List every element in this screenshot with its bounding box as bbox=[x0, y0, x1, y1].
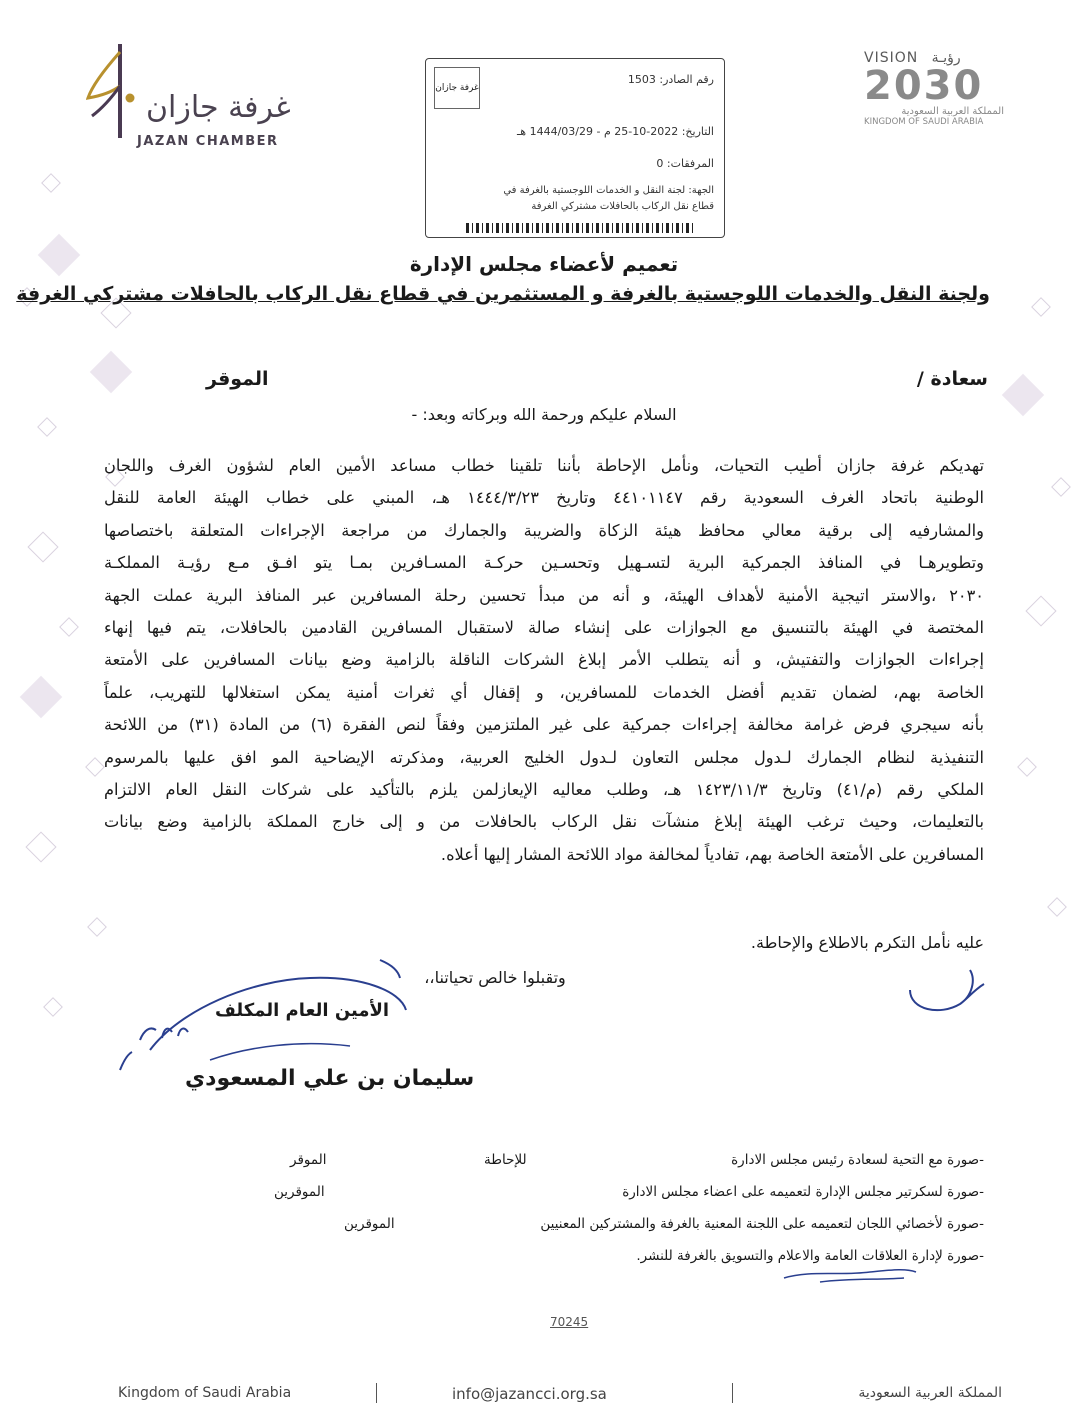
chamber-name-ar: غرفة جازان bbox=[146, 90, 291, 125]
stamp-logo: غرفة جازان bbox=[434, 67, 480, 109]
jazan-logo-icon bbox=[86, 40, 136, 150]
vision-year: 2030 bbox=[864, 63, 984, 109]
footer-country-en: Kingdom of Saudi Arabia bbox=[118, 1385, 292, 1401]
closing-request: عليه نأمل التكرم بالاطلاع والإحاطة. bbox=[750, 933, 984, 952]
copy-line: -صورة لسكرتير مجلس الإدارة لتعميمه على اعضاء مجلس الادارة bbox=[622, 1184, 984, 1200]
signatory-title: الأمين العام المكلف bbox=[215, 1000, 390, 1021]
copy-suffix: الموقرين bbox=[274, 1184, 325, 1200]
copy-line: -صورة لأخصائي اللجان لتعميمه على اللجنة المعنية بالغرفة والمشتركين المعنيين bbox=[540, 1216, 984, 1232]
page-number: 70245 bbox=[550, 1315, 589, 1329]
body-line: الوطنية باتحاد الغرف السعودية رقم ٤٤١٠١١٤٧ وتاريخ ١٤٤٤/٣/٢٣ هـ، المبني على خطاب الهيئة العامة للنقل bbox=[104, 488, 984, 508]
greeting: السلام عليكم ورحمة الله وبركاته وبعد: - bbox=[411, 405, 677, 424]
jazan-chamber-logo bbox=[86, 40, 306, 160]
stamp-date: التاريخ: 2022-10-25 م - 1444/03/29 هـ bbox=[517, 125, 714, 138]
copy-suffix: الموقر bbox=[290, 1152, 327, 1168]
stamp-number: رقم الصادر: 1503 bbox=[627, 73, 714, 86]
body-line: المختصة في الهيئة بالتنسيق مع الجوازات على إنشاء صالة لاستقبال المسافرين القادمين بالحافلات، يتم فيها إنهاء bbox=[104, 618, 984, 638]
vision-label-en: VISION bbox=[864, 50, 919, 66]
body-line: إجراءات الجوازات والتفتيش، و أنه يتطلب الأمر إبلاغ الشركات الناقلة بالزامية وضع بيانات المسافرين على الأمتعة bbox=[104, 650, 984, 670]
footer-email[interactable]: info@jazancci.org.sa bbox=[452, 1385, 607, 1403]
circular-subtitle: ولجنة النقل والخدمات اللوجستية بالغرفة و المستثمرين في قطاع نقل الركاب بالحافلات مشتركي الغرفة bbox=[16, 283, 990, 305]
stamp-attachments: المرفقات: 0 bbox=[656, 157, 714, 170]
vision-kingdom-ar: المملكة العربية السعودية bbox=[901, 106, 1004, 117]
letter-body bbox=[104, 450, 984, 871]
stamp-to-line1: الجهة: لجنة النقل و الخدمات اللوجستية بالغرفة في bbox=[503, 185, 714, 196]
closing-regards: وتقبلوا خالص تحياتنا،، bbox=[424, 968, 566, 987]
copy-line: -صورة مع التحية لسعادة رئيس مجلس الادارة bbox=[731, 1152, 984, 1168]
vision-label-ar: رؤيـة bbox=[931, 50, 961, 66]
vision-kingdom-en: KINGDOM OF SAUDI ARABIA bbox=[864, 117, 984, 127]
salutation-honor: سعادة / bbox=[916, 368, 988, 390]
footer-separator bbox=[376, 1383, 377, 1403]
initial-signature bbox=[900, 960, 990, 1020]
salutation-respected: الموقر bbox=[206, 368, 269, 390]
chamber-name-en: JAZAN CHAMBER bbox=[137, 134, 279, 149]
outgoing-stamp bbox=[425, 58, 725, 238]
body-line: تهديكم غرفة جازان أطيب التحيات، ونأمل الإحاطة بأننا تلقينا خطاب مساعد الأمين العام لشؤون الغرف واللجان bbox=[104, 456, 984, 475]
body-line: والمشارفيه إلى برقية معالي محافظ هيئة الزكاة والضريبة والجمارك من مراجعة الإجراءات المتعلقة باختصاصها bbox=[104, 520, 984, 540]
stamp-to-line2: قطاع نقل الركاب بالحافلات مشتركي الغرفة bbox=[531, 201, 714, 212]
copy-purpose: للإحاطة bbox=[484, 1152, 527, 1168]
body-line: التنفيذية لنظام الجمارك لـدول مجلس التعاون لـدول الخليج العربية، ومذكرته الإيضاحية المو افق عليها بالمرسوم bbox=[104, 747, 984, 767]
circular-title: تعميم لأعضاء مجلس الإدارة bbox=[409, 252, 679, 276]
footer-separator bbox=[732, 1383, 733, 1403]
footer-country-ar: المملكة العربية السعودية bbox=[858, 1385, 1002, 1401]
copy-suffix: الموقرين bbox=[344, 1216, 395, 1232]
barcode bbox=[466, 223, 696, 233]
body-line: وتطويرهـا في المنافذ الجمركية البرية لتسـهيل وتحسـين حركـة المسـافرين بمـا يتو افـق مـع رؤيـة المملكـة bbox=[104, 553, 984, 573]
body-line: الخاصة بهم، لضمان تقديم أفضل الخدمات للمسافرين، و إقفال أي ثغرات أمنية يمكن استغلالها للتهريب، علماً bbox=[104, 682, 984, 702]
body-line: بأنه سيجري فرض غرامة مخالفة إجراءات جمركية على غير الملتزمين وفقاً لنص الفقرة (٦) من المادة (٣١) من اللائحة bbox=[104, 715, 985, 735]
body-line: ٢٠٣٠ ،والاستر اتيجية الأمنية لأهداف الهيئة، و أنه من مبدأ تحسين رحلة المسافرين عبر المنافذ البرية عملت الجهة bbox=[104, 585, 984, 605]
vision-2030-logo bbox=[864, 50, 1004, 145]
copies-signature bbox=[780, 1262, 920, 1286]
body-line: الملكي رقم (م/٤١) وتاريخ ١٤٢٣/١١/٣ هـ، وطلب معاليه الإيعازلمن يلزم بالتأكيد على شركات النقل العام الالتزام bbox=[104, 780, 984, 800]
body-line: المسافرين على الأمتعة الخاصة بهم، تفادياً لمخالفة مواد اللائحة المشار إليها أعلاه. bbox=[440, 844, 984, 864]
body-line: بالتعليمات، وحيث ترغب الهيئة إبلاغ منشآت نقل الركاب بالحافلات من و إلى خارج المملكة بالزامية وضع بيانات bbox=[104, 812, 984, 832]
copy-line: -صورة لإدارة العلاقات العامة والاعلام والتسويق بالغرفة للنشر. bbox=[636, 1248, 984, 1264]
signatory-name: سليمان بن علي المسعودي bbox=[185, 1066, 475, 1091]
